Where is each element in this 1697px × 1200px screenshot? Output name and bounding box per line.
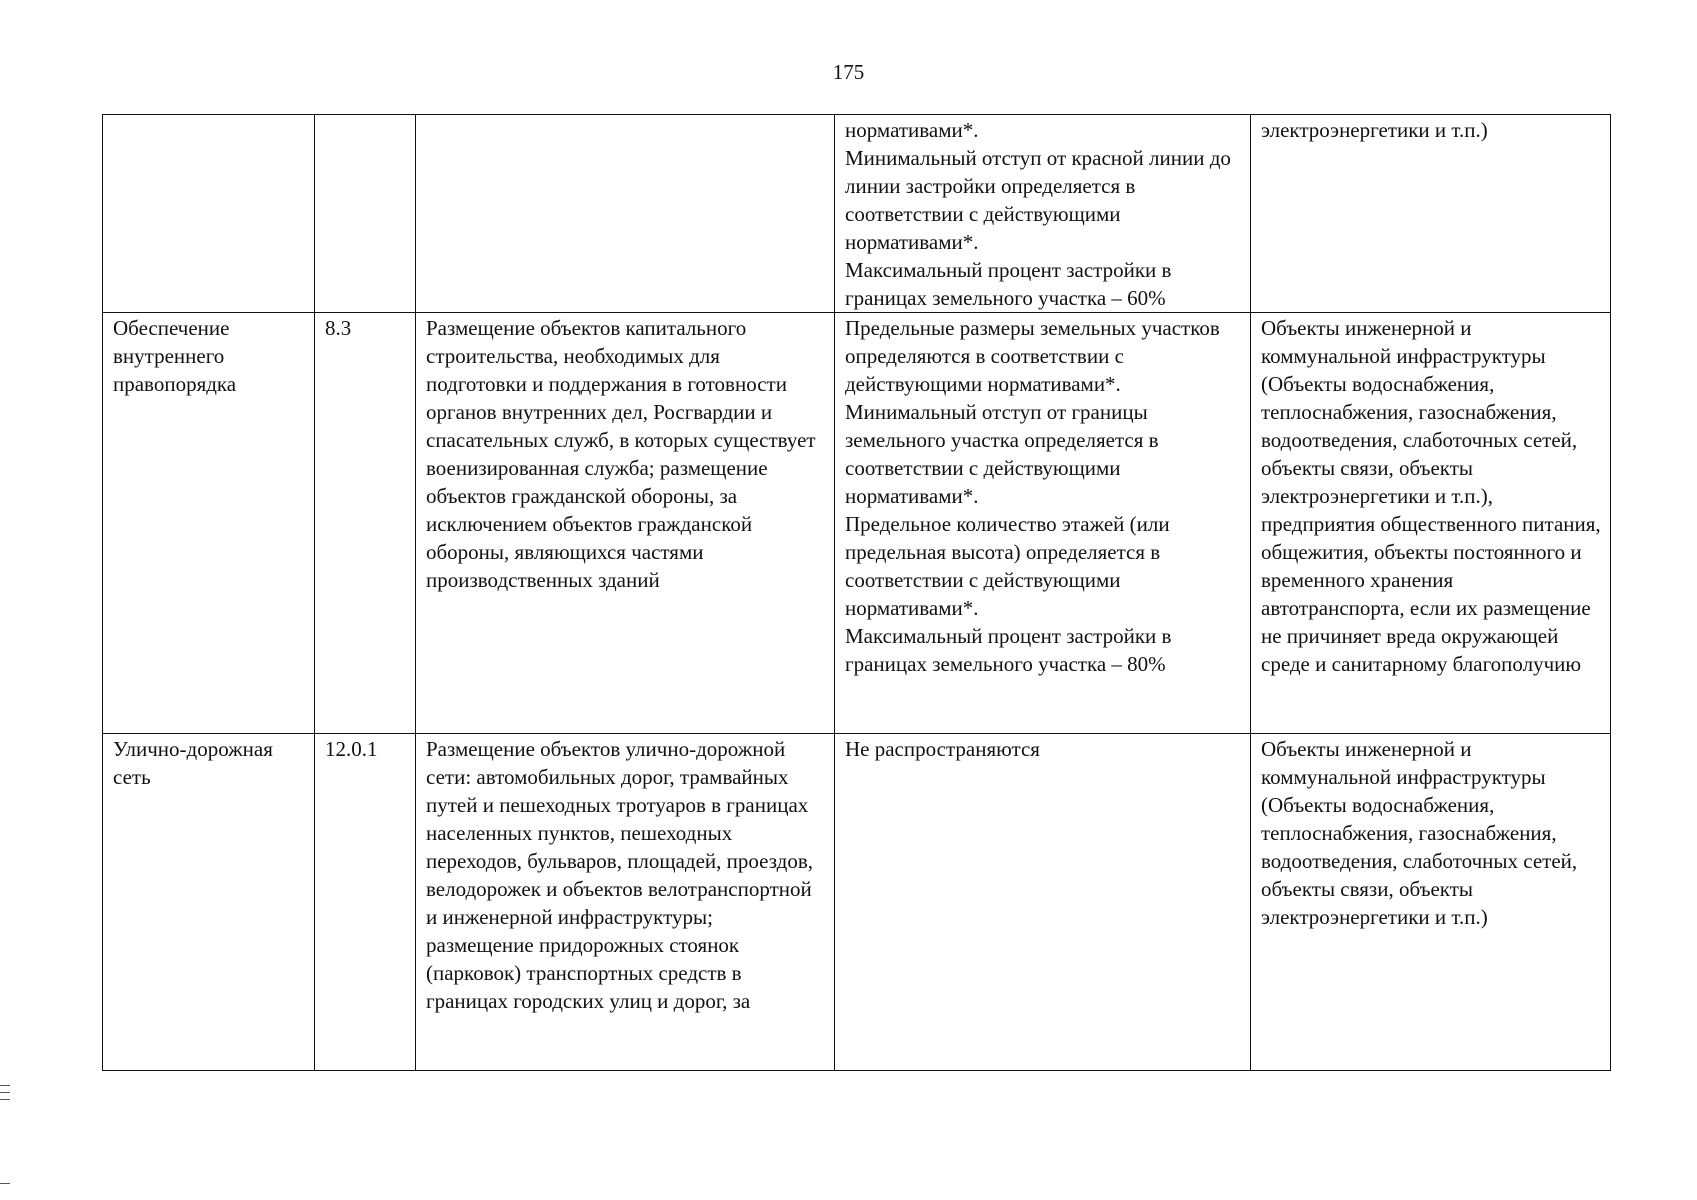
use-name: Улично-дорожная сеть — [113, 737, 273, 789]
scan-margin-mark — [0, 1092, 10, 1093]
page-number: 175 — [832, 60, 865, 84]
parameters-text: Предельные размеры земельных участков определяются в соответствии с действующими нормативами*. Минимальный отступ от границы земельного участка определяется в соответствии с действующими нормативами*. Предельное количество этажей (или предельная высота) определяется в соответствии с действующими нормативами*. Максимальный процент застройки в границах земельного участка – 80% — [845, 316, 1220, 676]
use-code-cell — [315, 313, 416, 734]
auxiliary-uses-cell — [1251, 115, 1611, 313]
use-code-cell — [315, 734, 416, 1071]
auxiliary-uses-text: Объекты инженерной и коммунальной инфраструктуры (Объекты водоснабжения, теплоснабжения, газоснабжения, водоотведения, слаботочных сетей, объекты связи, объекты электроэнергетики и т.п.), предприятия общественного питания, общежития, объекты постоянного и временного хранения автотранспорта, если их размещение не причиняет вреда окружающей среде и санитарному благополучию — [1261, 316, 1601, 676]
use-description-cell — [416, 734, 835, 1071]
use-description-cell — [416, 313, 835, 734]
auxiliary-uses-text: электроэнергетики и т.п.) — [1261, 118, 1488, 142]
parameters-text: нормативами*. Минимальный отступ от красной линии до линии застройки определяется в соответствии с действующими нормативами*. Максимальный процент застройки в границах земельного участка – 60% — [845, 118, 1231, 310]
use-code: 12.0.1 — [325, 737, 378, 761]
use-name-cell — [103, 734, 315, 1071]
auxiliary-uses-cell — [1251, 734, 1611, 1071]
use-code: 8.3 — [325, 316, 352, 340]
table-row — [103, 115, 1611, 313]
use-name-cell — [103, 313, 315, 734]
use-name: Обеспечение внутреннего правопорядка — [113, 316, 237, 396]
table-row — [103, 734, 1611, 1071]
use-code-cell — [315, 115, 416, 313]
use-description: Размещение объектов улично-дорожной сети: автомобильных дорог, трамвайных путей и пешеходных тротуаров в границах населенных пунктов, пешеходных переходов, бульваров, площадей, проездов, велодорожек и объектов велотранспортной и инженерной инфраструктуры; размещение придорожных стоянок (парковок) транспортных средств в границах городских улиц и дорог, за — [426, 737, 813, 1013]
use-description: Размещение объектов капитального строительства, необходимых для подготовки и поддержания в готовности органов внутренних дел, Росгвардии и спасательных служб, в которых существует военизированная служба; размещение объектов гражданской обороны, за исключением объектов гражданской обороны, являющихся частями производственных зданий — [426, 316, 816, 592]
parameters-text: Не распространяются — [845, 737, 1040, 761]
use-name-cell — [103, 115, 315, 313]
scan-margin-mark — [0, 1099, 10, 1100]
use-description-cell — [416, 115, 835, 313]
land-use-table — [102, 114, 1611, 1071]
parameters-cell — [835, 115, 1251, 313]
auxiliary-uses-text: Объекты инженерной и коммунальной инфраструктуры (Объекты водоснабжения, теплоснабжения, газоснабжения, водоотведения, слаботочных сетей, объекты связи, объекты электроэнергетики и т.п.) — [1261, 737, 1578, 929]
auxiliary-uses-cell — [1251, 313, 1611, 734]
scan-margin-mark — [0, 1085, 10, 1086]
parameters-cell — [835, 734, 1251, 1071]
parameters-cell — [835, 313, 1251, 734]
table-row — [103, 313, 1611, 734]
scan-margin-mark — [0, 1183, 10, 1184]
